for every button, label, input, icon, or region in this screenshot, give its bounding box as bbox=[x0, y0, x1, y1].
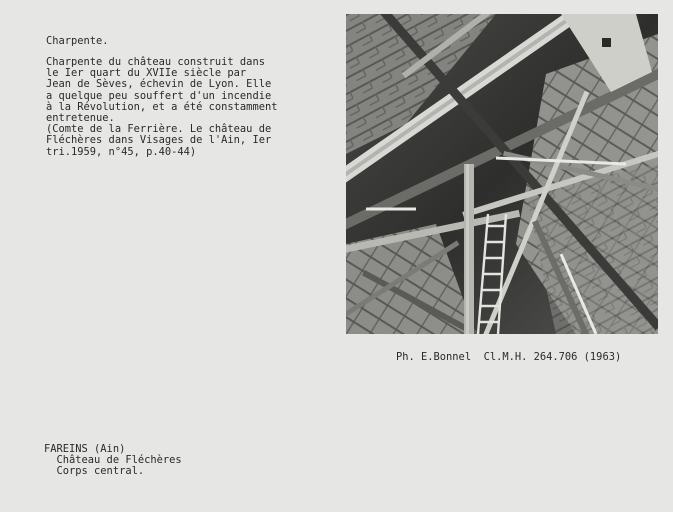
location-block bbox=[44, 444, 182, 478]
location-line: Corps central. bbox=[44, 465, 145, 478]
description-line: a quelque peu souffert d'un incendie bbox=[46, 89, 272, 102]
roof-framework-photo bbox=[346, 14, 658, 334]
description-line: (Comte de la Ferrière. Le château de bbox=[46, 123, 272, 136]
description-line: Jean de Sèves, échevin de Lyon. Elle bbox=[46, 78, 272, 91]
location-line: Château de Fléchères bbox=[44, 454, 182, 467]
description-line: tri.1959, n°45, p.40-44) bbox=[46, 145, 197, 158]
description-line: à la Révolution, et a été constamment bbox=[46, 100, 278, 113]
description-block bbox=[46, 57, 336, 158]
card-heading: Charpente. bbox=[46, 35, 109, 47]
timber-photo-illustration bbox=[346, 14, 658, 334]
location-line: FAREINS (Ain) bbox=[44, 443, 126, 455]
photo-credit: Ph. E.Bonnel Cl.M.H. 264.706 (1963) bbox=[396, 351, 622, 363]
description-line: Charpente du château construit dans bbox=[46, 56, 265, 68]
description-line: entretenue. bbox=[46, 112, 115, 125]
description-line: Fléchères dans Visages de l'Ain, Ier bbox=[46, 134, 272, 147]
description-line: le Ier quart du XVIIe siècle par bbox=[46, 67, 247, 80]
